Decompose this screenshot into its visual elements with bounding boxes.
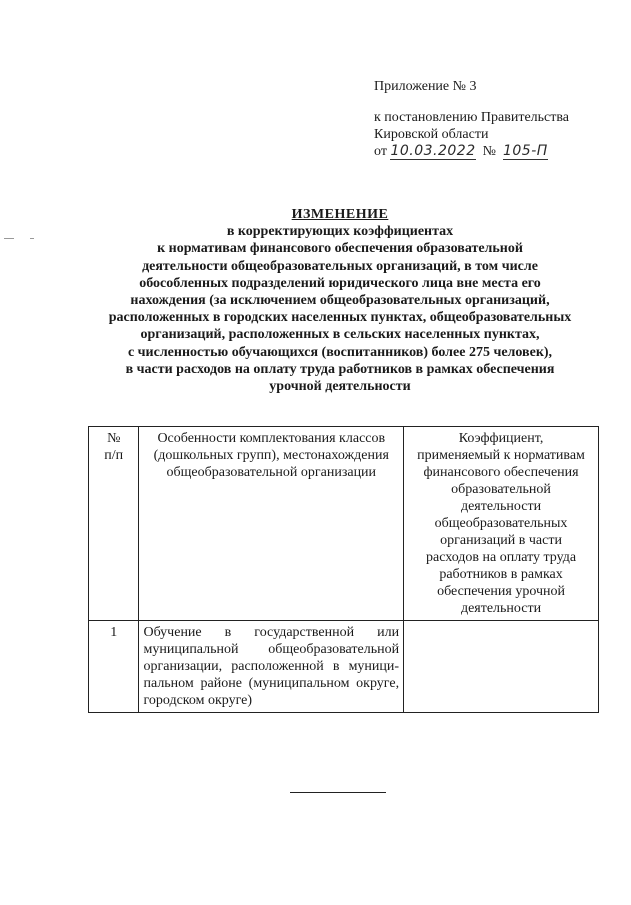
header-text: применяемый к нормативам <box>417 448 585 463</box>
appendix-block <box>374 78 614 160</box>
title-line: расположенных в городских населенных пунктах, общеобразовательных <box>108 310 572 326</box>
header-features-cell <box>139 427 404 621</box>
scan-mark <box>30 238 34 239</box>
header-text: общеобразовательной организации <box>166 465 377 480</box>
header-text: (дошкольных групп), местонахождения <box>153 448 389 463</box>
header-coefficient-cell <box>404 427 599 621</box>
handwritten-date: 10.03.2022 <box>390 143 476 159</box>
title-line: обособленных подразделений юридического лица вне места его <box>139 275 541 291</box>
header-text: п/п <box>104 448 124 463</box>
row-description-cell: Обучение в государственной или муниципальной общеобразовательной организации, расположенной в муници-пальном районе (муниципальном округе, городском округе) <box>139 621 404 713</box>
appendix-title: Приложение № 3 <box>374 79 477 94</box>
table-header-row <box>89 427 599 621</box>
title-line: деятельности общеобразовательных организаций, в том числе <box>142 258 538 274</box>
header-text: общеобразовательных <box>434 516 568 531</box>
header-text: Особенности комплектования классов <box>157 431 386 446</box>
header-number-cell <box>89 427 139 621</box>
table-row <box>89 621 599 713</box>
title-line: в корректирующих коэффициентах <box>226 224 454 240</box>
appendix-line-1: к постановлению Правительства <box>374 110 570 125</box>
header-text: организаций в части <box>440 533 562 548</box>
header-text: обеспечения урочной <box>437 584 565 599</box>
document-title <box>60 206 620 395</box>
header-text: деятельности <box>460 499 542 514</box>
title-line: нахождения (за исключением общеобразовательных организаций, <box>130 293 550 309</box>
header-text: расходов на оплату труда <box>426 550 577 565</box>
header-text: образовательной <box>451 482 551 497</box>
header-text: финансового обеспечения <box>423 465 579 480</box>
coefficient-table <box>88 426 599 713</box>
scan-mark <box>4 238 14 239</box>
closing-rule <box>290 792 386 793</box>
header-text: Коэффициент, <box>458 431 544 446</box>
appendix-line-2: Кировской области <box>374 127 489 142</box>
header-text: работников в рамках <box>439 567 563 582</box>
handwritten-number: 105-П <box>502 143 548 159</box>
row-coefficient-cell <box>404 621 599 713</box>
appendix-date-line <box>374 143 614 160</box>
row-number-cell: 1 <box>89 621 139 713</box>
header-text: деятельности <box>460 601 542 616</box>
title-line: в части расходов на оплату труда работников в рамках обеспечения <box>125 361 555 377</box>
header-text: № <box>107 431 121 446</box>
title-heading: ИЗМЕНЕНИЕ <box>291 207 389 222</box>
date-prefix: от <box>374 144 387 159</box>
title-line: с численностью обучающихся (воспитанников) более 275 человек), <box>127 344 553 360</box>
number-prefix: № <box>482 144 496 159</box>
title-line: организаций, расположенных в сельских населенных пунктах, <box>140 327 540 343</box>
title-line: урочной деятельности <box>269 379 411 395</box>
title-line: к нормативам финансового обеспечения образовательной <box>157 241 523 257</box>
